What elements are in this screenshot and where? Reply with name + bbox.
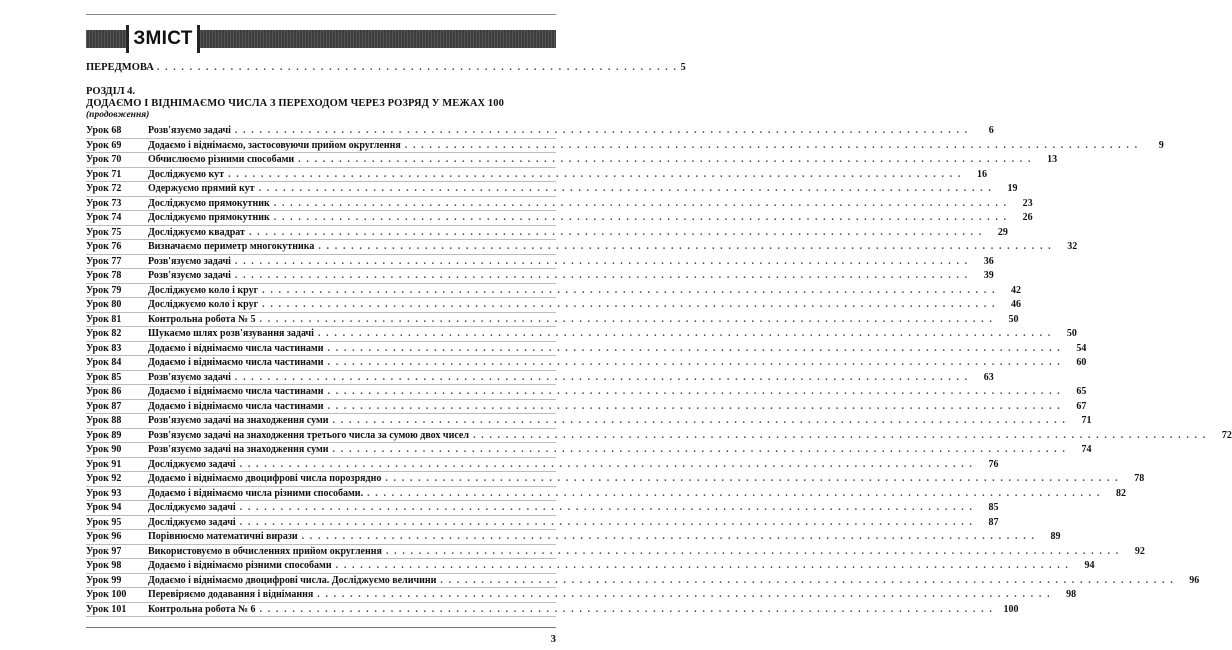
lesson-number: Урок 101 xyxy=(86,603,127,615)
toc-entry[interactable] xyxy=(86,588,1077,603)
page-ref: 63 xyxy=(983,371,994,383)
lesson-title: Додаємо і віднімаємо двоцифрові числа. Досліджуємо величини xyxy=(148,574,437,586)
toc-entry[interactable] xyxy=(86,211,1033,226)
lesson-number: Урок 83 xyxy=(86,342,122,354)
page-ref: 71 xyxy=(1081,415,1092,426)
toc-entry[interactable] xyxy=(86,559,1095,574)
page-ref: 85 xyxy=(988,502,999,513)
lesson-number: Урок 75 xyxy=(86,226,122,238)
lesson-title: Додаємо і віднімаємо двоцифрові числа порозрядно xyxy=(148,473,382,484)
lesson-number: Урок 87 xyxy=(86,400,122,412)
lesson-title: Розв'язуємо задачі xyxy=(148,255,231,267)
page-ref: 94 xyxy=(1084,560,1095,571)
dot-leader: . . . . . . . . . . . . . . . . . . . . . . . . . . . . . . . . . . . . . . . . . . . . . . . . . . . . . . . . . . . . . . . . . . . . . . . . . . . . . . . . . . . . . . . . . . xyxy=(327,357,1062,368)
toc-entry[interactable] xyxy=(86,516,999,531)
toc-entry[interactable] xyxy=(86,603,1019,618)
dot-leader: . . . . . . . . . . . . . . . . . . . . . . . . . . . . . . . . . . . . . . . . . . . . . . . . . . . . . . . . . . . . . . . . . . . . . . . . . . . . . . . . . . . . . . . . . . xyxy=(317,328,1052,339)
dot-leader: . . . . . . . . . . . . . . . . . . . . . . . . . . . . . . . . . . . . . . . . . . . . . . . . . . . . . . . . . . . . . . . . . . . . . . . . . . . . . . . . . . . . . . . . . . xyxy=(259,603,994,615)
toc-entry[interactable] xyxy=(86,400,1087,415)
lesson-number: Урок 96 xyxy=(86,531,122,542)
lesson-number: Урок 86 xyxy=(86,386,122,397)
lesson-number: Урок 88 xyxy=(86,415,122,426)
lesson-title: Додаємо і віднімаємо різними способами xyxy=(148,560,332,571)
lesson-title: Розв'язуємо задачі на знаходження суми xyxy=(148,415,329,426)
lesson-number: Урок 80 xyxy=(86,299,122,310)
preface-page: 5 xyxy=(680,62,686,73)
lesson-title: Досліджуємо прямокутник xyxy=(148,197,270,209)
page-ref: 67 xyxy=(1076,400,1087,412)
toc-entry[interactable] xyxy=(86,501,999,516)
table-of-contents xyxy=(86,124,1232,617)
dot-leader: . . . . . . . . . . . . . . . . . . . . . . . . . . . . . . . . . . . . . . . . . . . . . . . . . . . . . . . . . . . . . . . . . . . . . . . . . . . . . . . . . . . . . . . . . . xyxy=(234,255,969,267)
page-ref: 92 xyxy=(1134,545,1145,557)
lesson-title: Порівнюємо математичні вирази xyxy=(148,531,298,542)
lesson-title: Додаємо і віднімаємо числа частинами xyxy=(148,400,324,412)
page-ref: 82 xyxy=(1115,487,1126,499)
dot-leader: . . . . . . . . . . . . . . . . . . . . . . . . . . . . . . . . . . . . . . . . . . . . . . . . . . . . . . . . . . . . . . . . xyxy=(156,62,678,73)
lesson-number: Урок 73 xyxy=(86,197,122,209)
toc-entry[interactable] xyxy=(86,153,1058,168)
lesson-number: Урок 77 xyxy=(86,255,122,267)
lesson-title: Контрольна робота № 6 xyxy=(148,603,256,615)
lesson-number: Урок 79 xyxy=(86,284,122,296)
page-ref: 87 xyxy=(988,516,999,528)
dot-leader: . . . . . . . . . . . . . . . . . . . . . . . . . . . . . . . . . . . . . . . . . . . . . . . . . . . . . . . . . . . . . . . . . . . . . . . . . . . . . . . . . . . . . . . . . . xyxy=(332,444,1067,455)
page-ref: 32 xyxy=(1067,241,1078,252)
dot-leader: . . . . . . . . . . . . . . . . . . . . . . . . . . . . . . . . . . . . . . . . . . . . . . . . . . . . . . . . . . . . . . . . . . . . . . . . . . . . . . . . . . . . . . . . . . xyxy=(301,531,1036,542)
page-ref: 60 xyxy=(1076,357,1087,368)
top-rule xyxy=(86,14,556,15)
lesson-number: Урок 71 xyxy=(86,168,122,180)
page-ref: 13 xyxy=(1047,154,1058,165)
dot-leader: . . . . . . . . . . . . . . . . . . . . . . . . . . . . . . . . . . . . . . . . . . . . . . . . . . . . . . . . . . . . . . . . . . . . . . . . . . . . . . . . . . . . . . . . . . xyxy=(367,487,1101,499)
toc-entry[interactable] xyxy=(86,197,1033,212)
lesson-number: Урок 74 xyxy=(86,212,122,223)
dot-leader: . . . . . . . . . . . . . . . . . . . . . . . . . . . . . . . . . . . . . . . . . . . . . . . . . . . . . . . . . . . . . . . . . . . . . . . . . . . . . . . . . . . . . . . . . . xyxy=(273,197,1008,209)
lesson-title: Досліджуємо квадрат xyxy=(148,226,245,238)
toc-entry[interactable] xyxy=(86,545,1145,560)
page-ref: 16 xyxy=(976,168,987,180)
lesson-title: Шукаємо шлях розв'язування задачі xyxy=(148,328,314,339)
section-title: ДОДАЄМО І ВІДНІМАЄМО ЧИСЛА З ПЕРЕХОДОМ ЧЕРЕЗ РОЗРЯД У МЕЖАХ 100 xyxy=(86,98,504,109)
lesson-number: Урок 69 xyxy=(86,139,122,151)
section-note: (продовження) xyxy=(86,110,150,120)
toc-entry[interactable] xyxy=(86,342,1087,357)
lesson-number: Урок 81 xyxy=(86,313,122,325)
toc-entry[interactable] xyxy=(86,168,987,183)
page-ref: 23 xyxy=(1022,197,1033,209)
toc-entry[interactable] xyxy=(86,530,1061,545)
lesson-title: Додаємо і віднімаємо, застосовуючи прийом округлення xyxy=(148,139,401,151)
toc-entry[interactable] xyxy=(86,487,1126,502)
lesson-title: Досліджуємо коло і круг xyxy=(148,299,259,310)
lesson-number: Урок 99 xyxy=(86,574,122,586)
bottom-rule xyxy=(86,627,556,628)
lesson-title: Обчислюємо різними способами xyxy=(148,154,295,165)
lesson-number: Урок 98 xyxy=(86,560,122,571)
dot-leader: . . . . . . . . . . . . . . . . . . . . . . . . . . . . . . . . . . . . . . . . . . . . . . . . . . . . . . . . . . . . . . . . . . . . . . . . . . . . . . . . . . . . . . . . . . xyxy=(327,342,1062,354)
dot-leader: . . . . . . . . . . . . . . . . . . . . . . . . . . . . . . . . . . . . . . . . . . . . . . . . . . . . . . . . . . . . . . . . . . . . . . . . . . . . . . . . . . . . . . . . . . xyxy=(404,139,1139,151)
lesson-title: Досліджуємо кут xyxy=(148,168,225,180)
page-ref: 78 xyxy=(1134,473,1145,484)
lesson-title: Використовуємо в обчисленнях прийом округлення xyxy=(148,545,382,557)
lesson-title: Досліджуємо задачі xyxy=(148,458,236,470)
dot-leader: . . . . . . . . . . . . . . . . . . . . . . . . . . . . . . . . . . . . . . . . . . . . . . . . . . . . . . . . . . . . . . . . . . . . . . . . . . . . . . . . . . . . . . . . . . xyxy=(239,516,974,528)
dot-leader: . . . . . . . . . . . . . . . . . . . . . . . . . . . . . . . . . . . . . . . . . . . . . . . . . . . . . . . . . . . . . . . . . . . . . . . . . . . . . . . . . . . . . . . . . . xyxy=(317,589,1052,600)
page-ref: 89 xyxy=(1050,531,1061,542)
dot-leader: . . . . . . . . . . . . . . . . . . . . . . . . . . . . . . . . . . . . . . . . . . . . . . . . . . . . . . . . . . . . . . . . . . . . . . . . . . . . . . . . . . . . . . . . . . xyxy=(472,429,1207,441)
toc-entry[interactable] xyxy=(86,269,994,284)
page-ref: 76 xyxy=(988,458,999,470)
lesson-title: Визначаємо периметр многокутника xyxy=(148,241,315,252)
toc-entry[interactable] xyxy=(86,371,994,386)
page-ref: 9 xyxy=(1158,139,1164,151)
lesson-title: Одержуємо прямий кут xyxy=(148,183,255,194)
lesson-title: Досліджуємо задачі xyxy=(148,516,236,528)
lesson-title: Розв'язуємо задачі xyxy=(148,371,231,383)
page-ref: 50 xyxy=(1008,313,1019,325)
page-ref: 29 xyxy=(997,226,1008,238)
lesson-number: Урок 95 xyxy=(86,516,122,528)
toc-entry[interactable] xyxy=(86,458,999,473)
page-ref: 50 xyxy=(1066,328,1077,339)
page-ref: 74 xyxy=(1081,444,1092,455)
lesson-number: Урок 94 xyxy=(86,502,122,513)
dot-leader: . . . . . . . . . . . . . . . . . . . . . . . . . . . . . . . . . . . . . . . . . . . . . . . . . . . . . . . . . . . . . . . . . . . . . . . . . . . . . . . . . . . . . . . . . . xyxy=(239,458,974,470)
dot-leader: . . . . . . . . . . . . . . . . . . . . . . . . . . . . . . . . . . . . . . . . . . . . . . . . . . . . . . . . . . . . . . . . . . . . . . . . . . . . . . . . . . . . . . . . . . xyxy=(234,371,969,383)
page-number: 3 xyxy=(550,633,556,645)
lesson-title: Додаємо і віднімаємо числа частинами xyxy=(148,342,324,354)
lesson-title: Розв'язуємо задачі на знаходження третього числа за сумою двох чисел xyxy=(148,429,469,441)
lesson-number: Урок 97 xyxy=(86,545,122,557)
toc-entry[interactable] xyxy=(86,284,1022,299)
lesson-title: Додаємо і віднімаємо числа різними способами. xyxy=(148,487,364,499)
page-title: ЗМІСТ xyxy=(126,25,200,53)
lesson-number: Урок 85 xyxy=(86,371,122,383)
toc-entry[interactable] xyxy=(86,429,1232,444)
dot-leader: . . . . . . . . . . . . . . . . . . . . . . . . . . . . . . . . . . . . . . . . . . . . . . . . . . . . . . . . . . . . . . . . . . . . . . . . . . . . . . . . . . . . . . . . . . xyxy=(332,415,1067,426)
lesson-number: Урок 93 xyxy=(86,487,122,499)
lesson-title: Перевіряємо додавання і віднімання xyxy=(148,589,314,600)
page-ref: 26 xyxy=(1022,212,1033,223)
toc-entry[interactable] xyxy=(86,356,1087,371)
lesson-number: Урок 68 xyxy=(86,125,122,136)
preface-entry[interactable] xyxy=(86,62,686,76)
toc-entry[interactable] xyxy=(86,414,1092,429)
page-ref: 96 xyxy=(1189,574,1200,586)
lesson-number: Урок 76 xyxy=(86,241,122,252)
dot-leader: . . . . . . . . . . . . . . . . . . . . . . . . . . . . . . . . . . . . . . . . . . . . . . . . . . . . . . . . . . . . . . . . . . . . . . . . . . . . . . . . . . . . . . . . . . xyxy=(259,313,994,325)
lesson-number: Урок 70 xyxy=(86,154,122,165)
page-ref: 39 xyxy=(983,270,994,281)
page-ref: 36 xyxy=(983,255,994,267)
dot-leader: . . . . . . . . . . . . . . . . . . . . . . . . . . . . . . . . . . . . . . . . . . . . . . . . . . . . . . . . . . . . . . . . . . . . . . . . . . . . . . . . . . . . . . . . . . xyxy=(234,125,969,136)
lesson-number: Урок 84 xyxy=(86,357,122,368)
toc-entry[interactable] xyxy=(86,327,1077,342)
dot-leader: . . . . . . . . . . . . . . . . . . . . . . . . . . . . . . . . . . . . . . . . . . . . . . . . . . . . . . . . . . . . . . . . . . . . . . . . . . . . . . . . . . . . . . . . . . xyxy=(262,299,997,310)
dot-leader: . . . . . . . . . . . . . . . . . . . . . . . . . . . . . . . . . . . . . . . . . . . . . . . . . . . . . . . . . . . . . . . . . . . . . . . . . . . . . . . . . . . . . . . . . . xyxy=(327,400,1062,412)
dot-leader: . . . . . . . . . . . . . . . . . . . . . . . . . . . . . . . . . . . . . . . . . . . . . . . . . . . . . . . . . . . . . . . . . . . . . . . . . . . . . . . . . . . . . . . . . . xyxy=(335,560,1070,571)
page-ref: 46 xyxy=(1011,299,1022,310)
page-ref: 72 xyxy=(1221,429,1232,441)
lesson-title: Розв'язуємо задачі xyxy=(148,125,231,136)
lesson-title: Досліджуємо коло і круг xyxy=(148,284,259,296)
toc-entry[interactable] xyxy=(86,139,1164,154)
dot-leader: . . . . . . . . . . . . . . . . . . . . . . . . . . . . . . . . . . . . . . . . . . . . . . . . . . . . . . . . . . . . . . . . . . . . . . . . . . . . . . . . . . . . . . . . . . xyxy=(327,386,1062,397)
page-ref: 54 xyxy=(1076,342,1087,354)
dot-leader: . . . . . . . . . . . . . . . . . . . . . . . . . . . . . . . . . . . . . . . . . . . . . . . . . . . . . . . . . . . . . . . . . . . . . . . . . . . . . . . . . . . . . . . . . . xyxy=(273,212,1008,223)
toc-entry[interactable] xyxy=(86,472,1145,487)
toc-entry[interactable] xyxy=(86,313,1019,328)
dot-leader: . . . . . . . . . . . . . . . . . . . . . . . . . . . . . . . . . . . . . . . . . . . . . . . . . . . . . . . . . . . . . . . . . . . . . . . . . . . . . . . . . . . . . . . . . . xyxy=(262,284,997,296)
lesson-number: Урок 72 xyxy=(86,183,122,194)
dot-leader: . . . . . . . . . . . . . . . . . . . . . . . . . . . . . . . . . . . . . . . . . . . . . . . . . . . . . . . . . . . . . . . . . . . . . . . . . . . . . . . . . . . . . . . . . . xyxy=(234,270,969,281)
toc-entry[interactable] xyxy=(86,298,1022,313)
lesson-number: Урок 78 xyxy=(86,270,122,281)
page-ref: 98 xyxy=(1066,589,1077,600)
dot-leader: . . . . . . . . . . . . . . . . . . . . . . . . . . . . . . . . . . . . . . . . . . . . . . . . . . . . . . . . . . . . . . . . . . . . . . . . . . . . . . . . . . . . . . . . . . xyxy=(228,168,962,180)
toc-entry[interactable] xyxy=(86,226,1008,241)
dot-leader: . . . . . . . . . . . . . . . . . . . . . . . . . . . . . . . . . . . . . . . . . . . . . . . . . . . . . . . . . . . . . . . . . . . . . . . . . . . . . . . . . . . . . . . . . . xyxy=(385,473,1120,484)
dot-leader: . . . . . . . . . . . . . . . . . . . . . . . . . . . . . . . . . . . . . . . . . . . . . . . . . . . . . . . . . . . . . . . . . . . . . . . . . . . . . . . . . . . . . . . . . . xyxy=(440,574,1175,586)
dot-leader: . . . . . . . . . . . . . . . . . . . . . . . . . . . . . . . . . . . . . . . . . . . . . . . . . . . . . . . . . . . . . . . . . . . . . . . . . . . . . . . . . . . . . . . . . . xyxy=(385,545,1120,557)
dot-leader: . . . . . . . . . . . . . . . . . . . . . . . . . . . . . . . . . . . . . . . . . . . . . . . . . . . . . . . . . . . . . . . . . . . . . . . . . . . . . . . . . . . . . . . . . . xyxy=(318,241,1053,252)
dot-leader: . . . . . . . . . . . . . . . . . . . . . . . . . . . . . . . . . . . . . . . . . . . . . . . . . . . . . . . . . . . . . . . . . . . . . . . . . . . . . . . . . . . . . . . . . . xyxy=(248,226,983,238)
lesson-title: Розв'язуємо задачі xyxy=(148,270,231,281)
dot-leader: . . . . . . . . . . . . . . . . . . . . . . . . . . . . . . . . . . . . . . . . . . . . . . . . . . . . . . . . . . . . . . . . . . . . . . . . . . . . . . . . . . . . . . . . . . xyxy=(298,154,1033,165)
page-ref: 65 xyxy=(1076,386,1087,397)
preface-label: ПЕРЕДМОВА xyxy=(86,62,154,73)
toc-entry[interactable] xyxy=(86,385,1087,400)
toc-entry[interactable] xyxy=(86,574,1200,589)
toc-entry[interactable] xyxy=(86,124,994,139)
lesson-title: Контрольна робота № 5 xyxy=(148,313,256,325)
page-ref: 6 xyxy=(988,125,994,136)
page-ref: 19 xyxy=(1007,183,1018,194)
lesson-title: Досліджуємо прямокутник xyxy=(148,212,270,223)
toc-entry[interactable] xyxy=(86,240,1078,255)
section-label: РОЗДІЛ 4. xyxy=(86,86,136,97)
toc-entry[interactable] xyxy=(86,443,1092,458)
toc-entry[interactable] xyxy=(86,255,994,270)
lesson-number: Урок 82 xyxy=(86,328,122,339)
toc-entry[interactable] xyxy=(86,182,1018,197)
lesson-number: Урок 90 xyxy=(86,444,122,455)
lesson-number: Урок 92 xyxy=(86,473,122,484)
dot-leader: . . . . . . . . . . . . . . . . . . . . . . . . . . . . . . . . . . . . . . . . . . . . . . . . . . . . . . . . . . . . . . . . . . . . . . . . . . . . . . . . . . . . . . . . . . xyxy=(239,502,974,513)
lesson-number: Урок 89 xyxy=(86,429,122,441)
page-ref: 42 xyxy=(1011,284,1022,296)
lesson-title: Додаємо і віднімаємо числа частинами xyxy=(148,386,324,397)
lesson-number: Урок 91 xyxy=(86,458,122,470)
page-ref: 100 xyxy=(1003,603,1019,615)
lesson-title: Розв'язуємо задачі на знаходження суми xyxy=(148,444,329,455)
lesson-number: Урок 100 xyxy=(86,589,127,600)
lesson-title: Додаємо і віднімаємо числа частинами xyxy=(148,357,324,368)
lesson-title: Досліджуємо задачі xyxy=(148,502,236,513)
dot-leader: . . . . . . . . . . . . . . . . . . . . . . . . . . . . . . . . . . . . . . . . . . . . . . . . . . . . . . . . . . . . . . . . . . . . . . . . . . . . . . . . . . . . . . . . . . xyxy=(258,183,993,194)
